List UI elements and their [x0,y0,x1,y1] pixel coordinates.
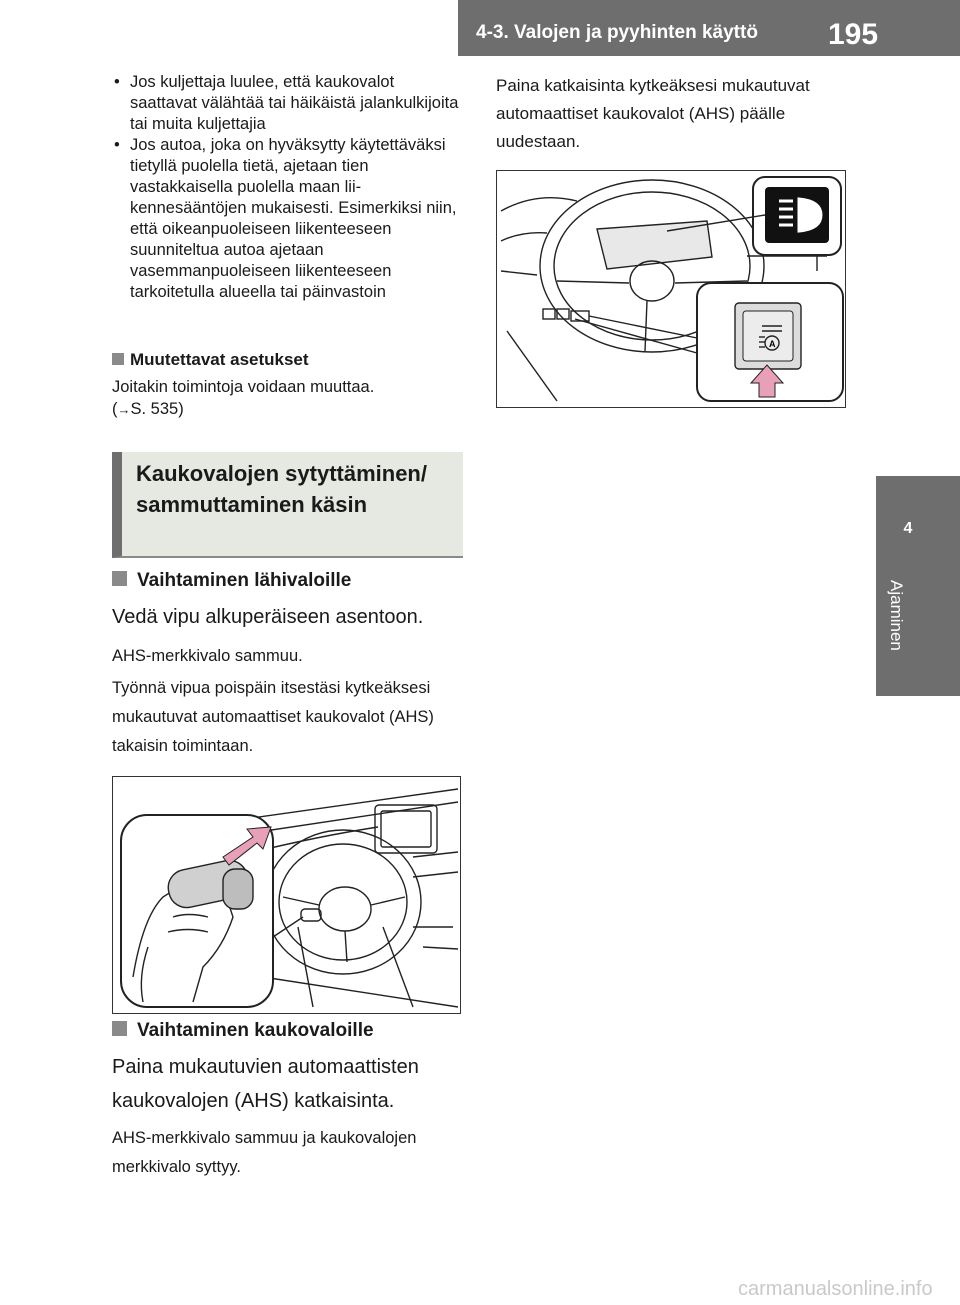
bullet-list [112,72,464,303]
arrow-right-icon: → [117,402,131,417]
section-heading: Kaukovalojen sytyttäminen/ sammuttaminen käsin [136,461,427,517]
page-number: 195 [828,18,879,51]
settings-heading: Muutettavat asetukset [112,350,309,370]
square-bullet-icon [112,353,124,365]
settings-text: Joitakin toimintoja voidaan muuttaa. [112,378,375,396]
headlight-lever-icon [113,777,461,1014]
low-beam-heading: Vaihtaminen lähivaloille [112,570,351,592]
switch-illustration [496,170,846,408]
high-beam-instruction: Paina mukautuvien automaattisten kaukovalojen (AHS) katkaisinta. [112,1056,419,1112]
svg-text:A: A [769,339,776,349]
watermark: carmanualsonline.info [738,1278,933,1300]
square-bullet-icon [112,571,127,586]
bullet-item: • Jos kuljettaja luulee, että kaukovalot saattavat välähtää tai häikäistä jalankulkijoita tai muita kuljettajia [112,72,464,135]
low-beam-note: AHS-merkkivalo sammuu. [112,647,303,665]
settings-reference[interactable]: (→S. 535) [112,400,184,418]
high-beam-heading: Vaihtaminen kaukovaloille [112,1020,374,1042]
lever-illustration [112,776,461,1014]
square-bullet-icon [112,1021,127,1036]
section-heading-box [112,452,463,558]
reactivate-ahs-text: Paina katkaisinta kytkeäksesi mukautuvat automaattiset kaukovalot (AHS) päälle uudestaan. [496,76,810,151]
bullet-item: • Jos autoa, joka on hyväksytty käytettäväksi tietyllä puolella tietä, ajetaan tien vastakkaisella puolella maan liikennesääntöjen mukaisesti. Esimerkiksi niin, että oikeanpuoleiseen liikenteeseen suunniteltua autoa ajetaan vasemmanpuoleiseen liikenteeseen tarkoitetulla alueella tai päinvastoin [112,135,464,303]
low-beam-ahs-note: Työnnä vipua poispäin itsestäsi kytkeäksesi mukautuvat automaattiset kaukovalot (AHS) takaisin toimintaan. [112,679,434,755]
chapter-label: Ajaminen [887,580,906,651]
ahs-switch-icon [497,171,846,408]
low-beam-instruction: Vedä vipu alkuperäiseen asentoon. [112,606,424,628]
high-beam-note: AHS-merkkivalo sammuu ja kaukovalojen merkkivalo syttyy. [112,1129,417,1176]
chapter-number: 4 [903,520,913,537]
section-title: 4-3. Valojen ja pyyhinten käyttö [476,22,758,43]
